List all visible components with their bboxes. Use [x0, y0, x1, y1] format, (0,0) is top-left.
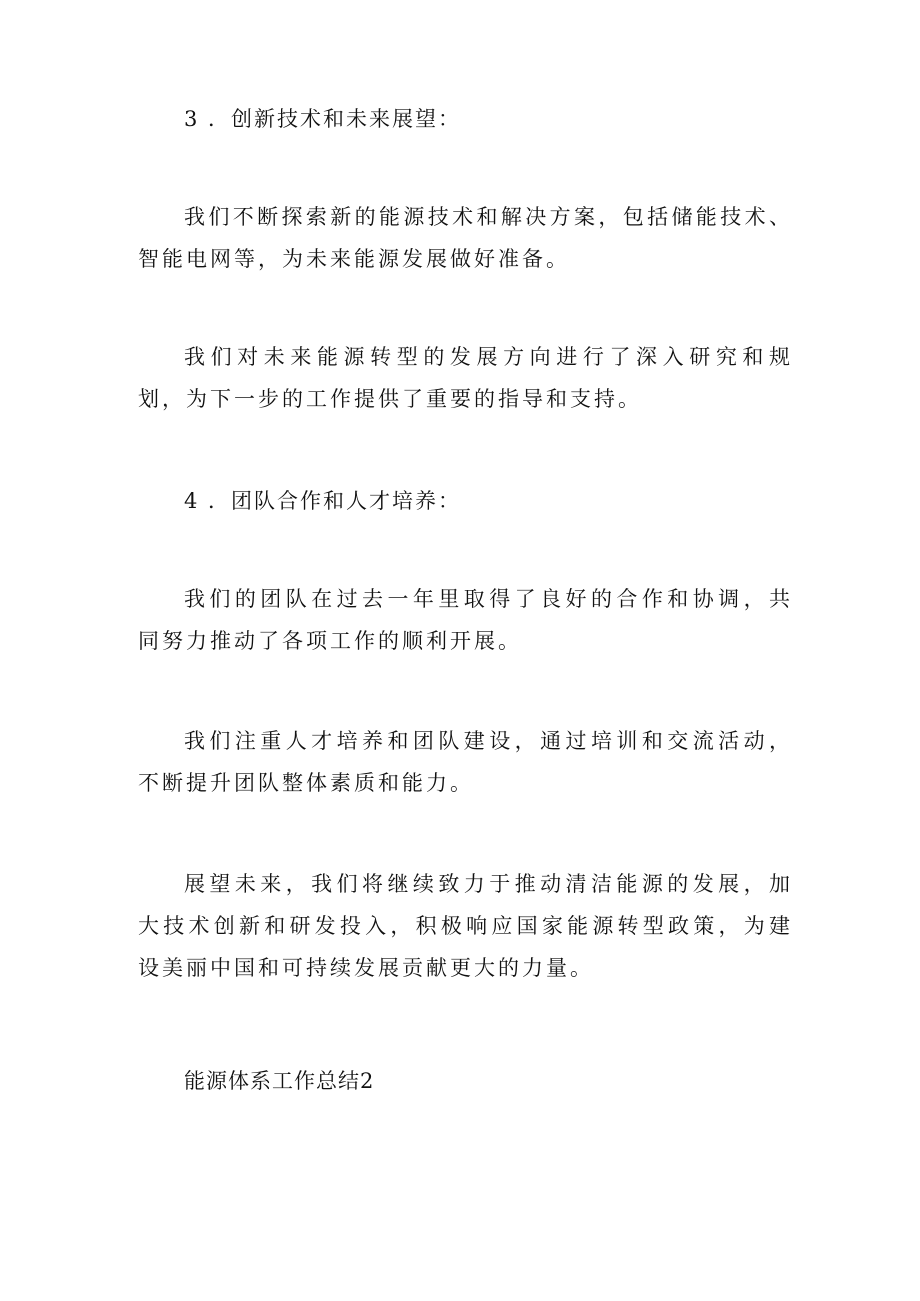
- section-heading-3: 3 ．创新技术和未来展望：: [184, 107, 462, 131]
- paragraph-team-cooperation: 我们的团队在过去一年里取得了良好的合作和协调，共 同努力推动了各项工作的顺利开展。: [138, 587, 803, 653]
- summary-title-2: 能源体系工作总结2: [184, 1069, 375, 1093]
- paragraph-outlook: 展望未来，我们将继续致力于推动清洁能源的发展，加 大技术创新和研发投入，积极响应国家能源转型政策，为建 设美丽中国和可持续发展贡献更大的力量。: [138, 872, 803, 980]
- section-heading-4: 4 ．团队合作和人才培养：: [184, 489, 462, 513]
- paragraph-energy-tech: 我们不断探索新的能源技术和解决方案，包括储能技术、 智能电网等，为未来能源发展做好准备。: [138, 205, 803, 271]
- paragraph-talent-training: 我们注重人才培养和团队建设，通过培训和交流活动， 不断提升团队整体素质和能力。: [138, 729, 803, 795]
- paragraph-energy-transition: 我们对未来能源转型的发展方向进行了深入研究和规 划，为下一步的工作提供了重要的指导和支持。: [138, 345, 803, 411]
